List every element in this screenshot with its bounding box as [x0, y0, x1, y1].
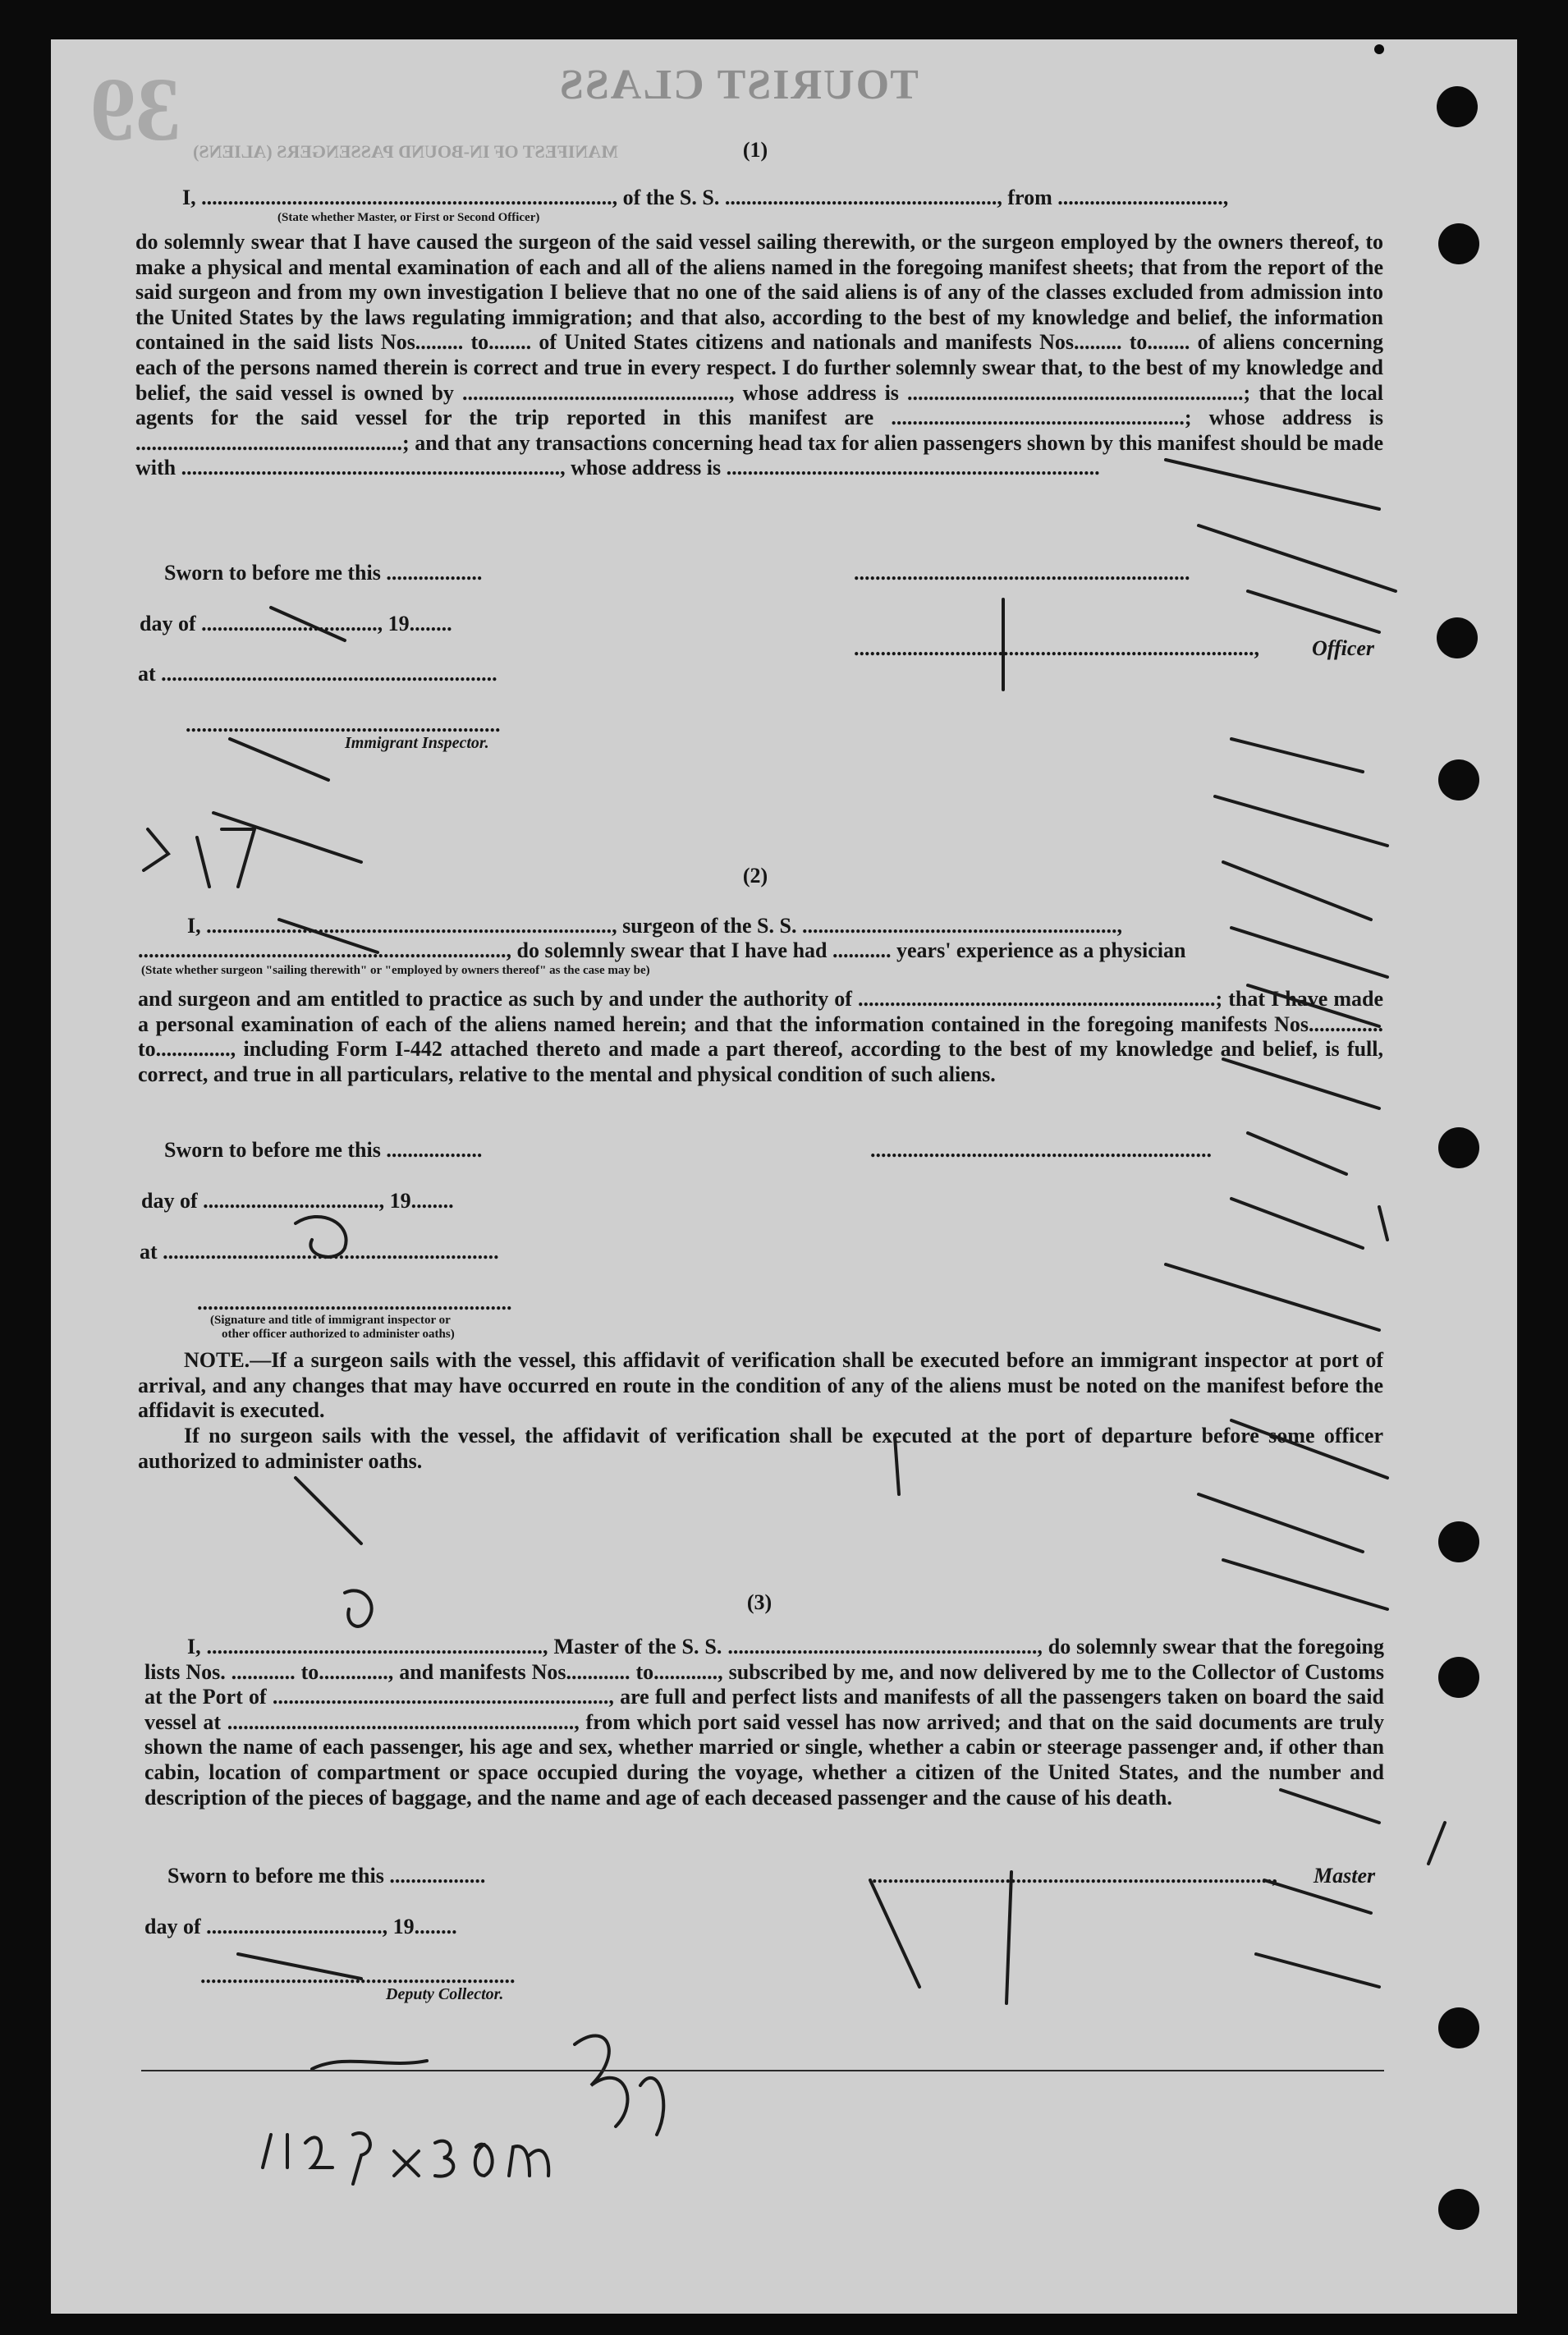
section-3-number: (3)	[746, 1590, 773, 1614]
section-1-opening-line: I, ............................................................................., of the S. S. ..................................................., from ...............................,	[182, 186, 1229, 209]
section-2-signature-note-1: (Signature and title of immigrant inspector or	[210, 1314, 451, 1327]
deputy-collector-label: Deputy Collector.	[386, 1985, 504, 2003]
section-2-signature-note-2: other officer authorized to administer oaths)	[222, 1328, 455, 1341]
section-2-sworn: Sworn to before me this ..................	[164, 1138, 483, 1162]
section-2-line-2: ....................................................................., do solemnly swear that I have had ........... years' experience as a physician	[138, 938, 1186, 962]
section-1-sworn: Sworn to before me this ..................	[164, 561, 483, 585]
immigrant-inspector-label: Immigrant Inspector.	[345, 734, 489, 752]
section-2-signature-line: ...........................................................	[197, 1291, 512, 1314]
section-3-sworn: Sworn to before me this ..................	[167, 1864, 486, 1888]
officer-line-2: ...........................................................................,	[854, 636, 1259, 660]
section-2-right-line: ................................................................	[870, 1138, 1212, 1162]
officer-line-1: ...............................................................	[854, 561, 1190, 585]
section-2-paragraph: and surgeon and am entitled to practice as such by and under the authority of ...................................................................; that I have made a personal examination of each of the aliens named herein; and that the information contained in the foregoing manifests Nos.............. to.............., including Form I-442 attached thereto and made a part thereof, according to the best of my knowledge and belief, is full, correct, and true in all particulars, relative to the mental and physical condition of such aliens.	[138, 987, 1383, 1086]
section-3-day: day of ................................., 19........	[144, 1915, 457, 1938]
section-2-at: at ...............................................................	[140, 1240, 499, 1264]
section-3-paragraph: I, ..............................................................., Master of the S. S. .........................................................., do solemnly swear that the foregoing lists Nos. ............ to............., and manifests Nos............ to............, subscribed by me, and now delivered by me to the Collector of Customs at the Port of ..............................................................., are full and perfect lists and manifests of all the passengers taken on board the said vessel at ................................................................., from which port said vessel has now arrived; and that on the said documents are truly shown the name of each passenger, his age and sex, whether married or single, whether a cabin or steerage passenger and, if other than cabin, location of compartment or space occupied during the voyage, whether a citizen of the United States, and the number and description of the pieces of baggage, and the name and age of each deceased passenger and the cause of his death.	[144, 1635, 1384, 1810]
section-2-line-1: I, ............................................................................, surgeon of the S. S. ...........................................................,	[187, 914, 1122, 938]
faint-manifest-header: MANIFEST OF IN-BOUND PASSENGERS (ALIENS)	[193, 141, 618, 162]
master-label: Master	[1314, 1864, 1376, 1888]
section-1-at: at ...............................................................	[138, 662, 497, 686]
section-1-opening-note: (State whether Master, or First or Second Officer)	[277, 211, 540, 224]
master-line: ...........................................................................,	[872, 1864, 1277, 1888]
section-1-day: day of ................................., 19........	[140, 612, 452, 635]
section-2-line-2-note: (State whether surgeon "sailing therewith" or "employed by owners thereof" as the case may be)	[141, 964, 650, 977]
note-text: —If a surgeon sails with the vessel, this affidavit of verification shall be executed before an immigrant inspector at port of arrival, and any changes that may have occurred en route in the condition of any of the aliens must be noted on the manifest before the affidavit is executed.	[138, 1348, 1383, 1423]
note-label: NOTE.	[184, 1348, 250, 1372]
officer-label: Officer	[1312, 636, 1375, 660]
section-3-collector-line: ...........................................................	[200, 1964, 516, 1988]
note-paragraph-2: If no surgeon sails with the vessel, the affidavit of verification shall be executed at the port of departure before some officer authorized to administer oaths.	[138, 1424, 1383, 1473]
section-2-number: (2)	[742, 864, 768, 888]
section-2-day: day of ................................., 19........	[141, 1189, 454, 1213]
section-1-paragraph: do solemnly swear that I have caused the surgeon of the said vessel sailing therewith, or the surgeon employed by the owners thereof, to make a physical and mental examination of each and all of the aliens named in the foregoing manifest sheets; that from the report of the said surgeon and from my own investigation I believe that no one of the said aliens is of any of the classes excluded from admission into the United States by the laws regulating immigration; and that also, according to the best of my knowledge and belief, the information contained in the said lists Nos......... to........ of United States citizens and nationals and manifests Nos......... to........ of aliens concerning each of the persons named therein is correct and true in every respect. I do further solemnly swear that, to the best of my knowledge and belief, the said vessel is owned by .................................................., whose address is ...............................................................; that the local agents for the said vessel for the trip reported in this manifest are .......................................................; whose address is ..................................................; and that any transactions concerning head tax for alien passengers shown by this manifest should be made with ......................................................................., whose address is ......................................................................	[135, 230, 1383, 480]
section-1-inspector-line: ...........................................................	[186, 713, 501, 736]
section-1-number: (1)	[742, 138, 768, 162]
faint-class-header: TOURIST CLASS	[558, 62, 919, 108]
faint-page-number: 39	[90, 59, 181, 159]
